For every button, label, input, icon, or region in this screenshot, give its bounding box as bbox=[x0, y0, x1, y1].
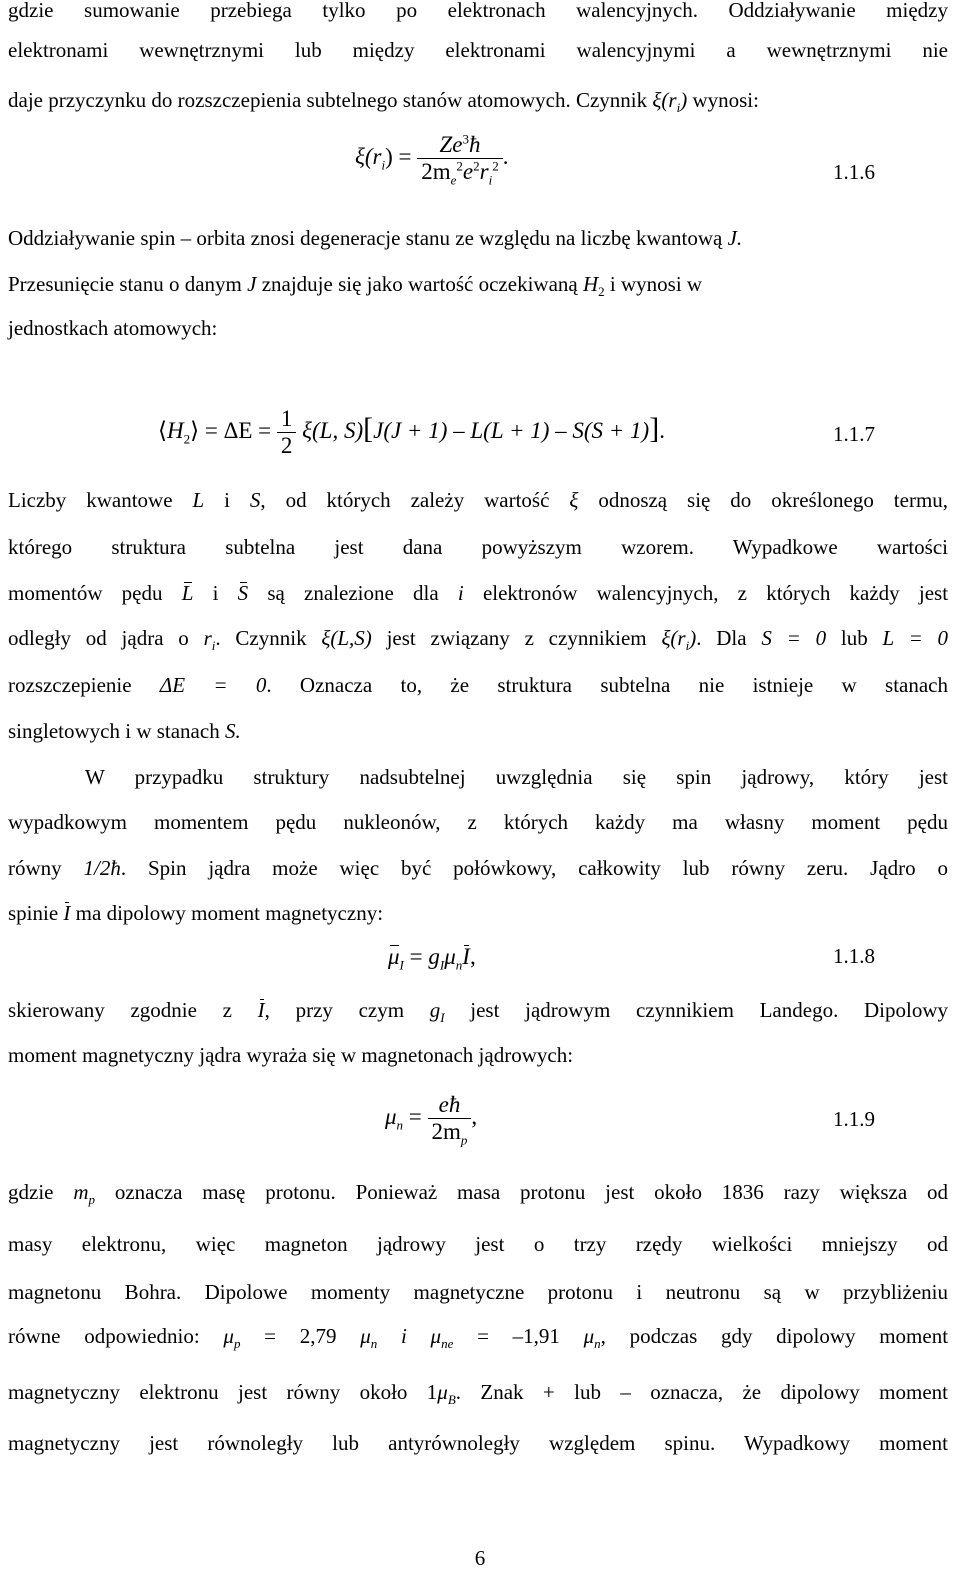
text-line: Liczby kwantowe L i S, od których zależy wartość ξ odnoszą się do określonego termu, bbox=[8, 488, 949, 512]
text-line: rozszczepienie ΔE = 0. Oznacza to, że struktura subtelna nie istnieje w stanach bbox=[8, 673, 948, 697]
equation-1-1-6: $\xi(r_i)$ = $\frac{Ze^3ħ}{2m_e^2e^2r_i^2}$ . bbox=[355, 131, 509, 188]
text-line: magnetonu Bohra. Dipolowe momenty magnetyczne protonu i neutronu są w przybliżeniu bbox=[8, 1280, 948, 1304]
text-line: masy elektronu, więc magneton jądrowy jest o trzy rzędy wielkości mniejszy od bbox=[8, 1232, 948, 1256]
text-line: momentów pędu L i S są znalezione dla i elektronów walencyjnych, z których każdy jest bbox=[8, 581, 949, 605]
text-line: Oddziaływanie spin – orbita znosi degeneracje stanu ze względu na liczbę kwantową J. bbox=[8, 226, 743, 250]
text-line: magnetyczny jest równoległy lub antyrównoległy względem spinu. Wypadkowy moment bbox=[8, 1431, 948, 1455]
text-line: skierowany zgodnie z I, przy czym $g_I$ jest jądrowym czynnikiem Landego. Dipolowy bbox=[8, 998, 949, 1026]
equation-number: 1.1.8 bbox=[833, 944, 875, 968]
text-line: równe odpowiednio: $\mu_p = 2,79$ $\mu_n$ i $\mu_{ne} = -1,91$ $\mu_n$, podczas gdy dipolowy moment bbox=[8, 1324, 949, 1352]
equation-1-1-7: $⟨H_2⟩ = \Delta E$ = $\frac{1}{2}$ ξ(L, S)[J(J + 1) – L(L + 1) – S(S + 1)]. bbox=[158, 406, 665, 458]
equation-number: 1.1.9 bbox=[833, 1107, 875, 1131]
equation-1-1-9: $\mu_n$ = $\frac{eħ}{2m_p}$ , bbox=[385, 1092, 478, 1148]
text-line: singletowych i w stanach S. bbox=[8, 719, 241, 743]
equation-number: 1.1.6 bbox=[833, 160, 875, 184]
equation-number: 1.1.7 bbox=[833, 422, 875, 446]
text-line: elektronami wewnętrznymi lub między elektronami walencyjnymi a wewnętrznymi nie bbox=[8, 38, 948, 62]
text-line: jednostkach atomowych: bbox=[8, 316, 218, 340]
text-line: Przesunięcie stanu o danym J znajduje się jako wartość oczekiwaną $H_2$ i wynosi w bbox=[8, 272, 703, 300]
equation-1-1-8: $\mu_I = g_I\mu_nI$, bbox=[388, 944, 476, 973]
text-line: gdzie $m_p$ oznacza masę protonu. Ponieważ masa protonu jest około 1836 razy większa od bbox=[8, 1180, 949, 1208]
text-line: wypadkowym momentem pędu nukleonów, z których każdy ma własny moment pędu bbox=[8, 810, 948, 834]
text-line: spinie I ma dipolowy moment magnetyczny: bbox=[8, 901, 384, 925]
text-line: moment magnetyczny jądra wyraża się w magnetonach jądrowych: bbox=[8, 1043, 574, 1067]
text-line: którego struktura subtelna jest dana powyższym wzorem. Wypadkowe wartości bbox=[8, 535, 948, 559]
text-line: gdzie sumowanie przebiega tylko po elektronach walencyjnych. Oddziaływanie między bbox=[8, 0, 948, 22]
page-number: 6 bbox=[474, 1546, 486, 1570]
text-line: magnetyczny elektronu jest równy około $1\mu_B$. Znak + lub – oznacza, że dipolowy moment bbox=[8, 1380, 948, 1408]
text-line: równy 1/2ħ. Spin jądra może więc być połówkowy, całkowity lub równy zeru. Jądro o bbox=[8, 856, 948, 880]
text-line: W przypadku struktury nadsubtelnej uwzględnia się spin jądrowy, który jest bbox=[85, 765, 948, 789]
text-line: odległy od jądra o $r_i$. Czynnik ξ(L,S) jest związany z czynnikiem $\xi(r_i)$. Dla S = 0 lub L = 0 bbox=[8, 626, 949, 654]
text-line: daje przyczynku do rozszczepienia subtelnego stanów atomowych. Czynnik $\xi(r_i)$ wynosi: bbox=[8, 88, 759, 116]
